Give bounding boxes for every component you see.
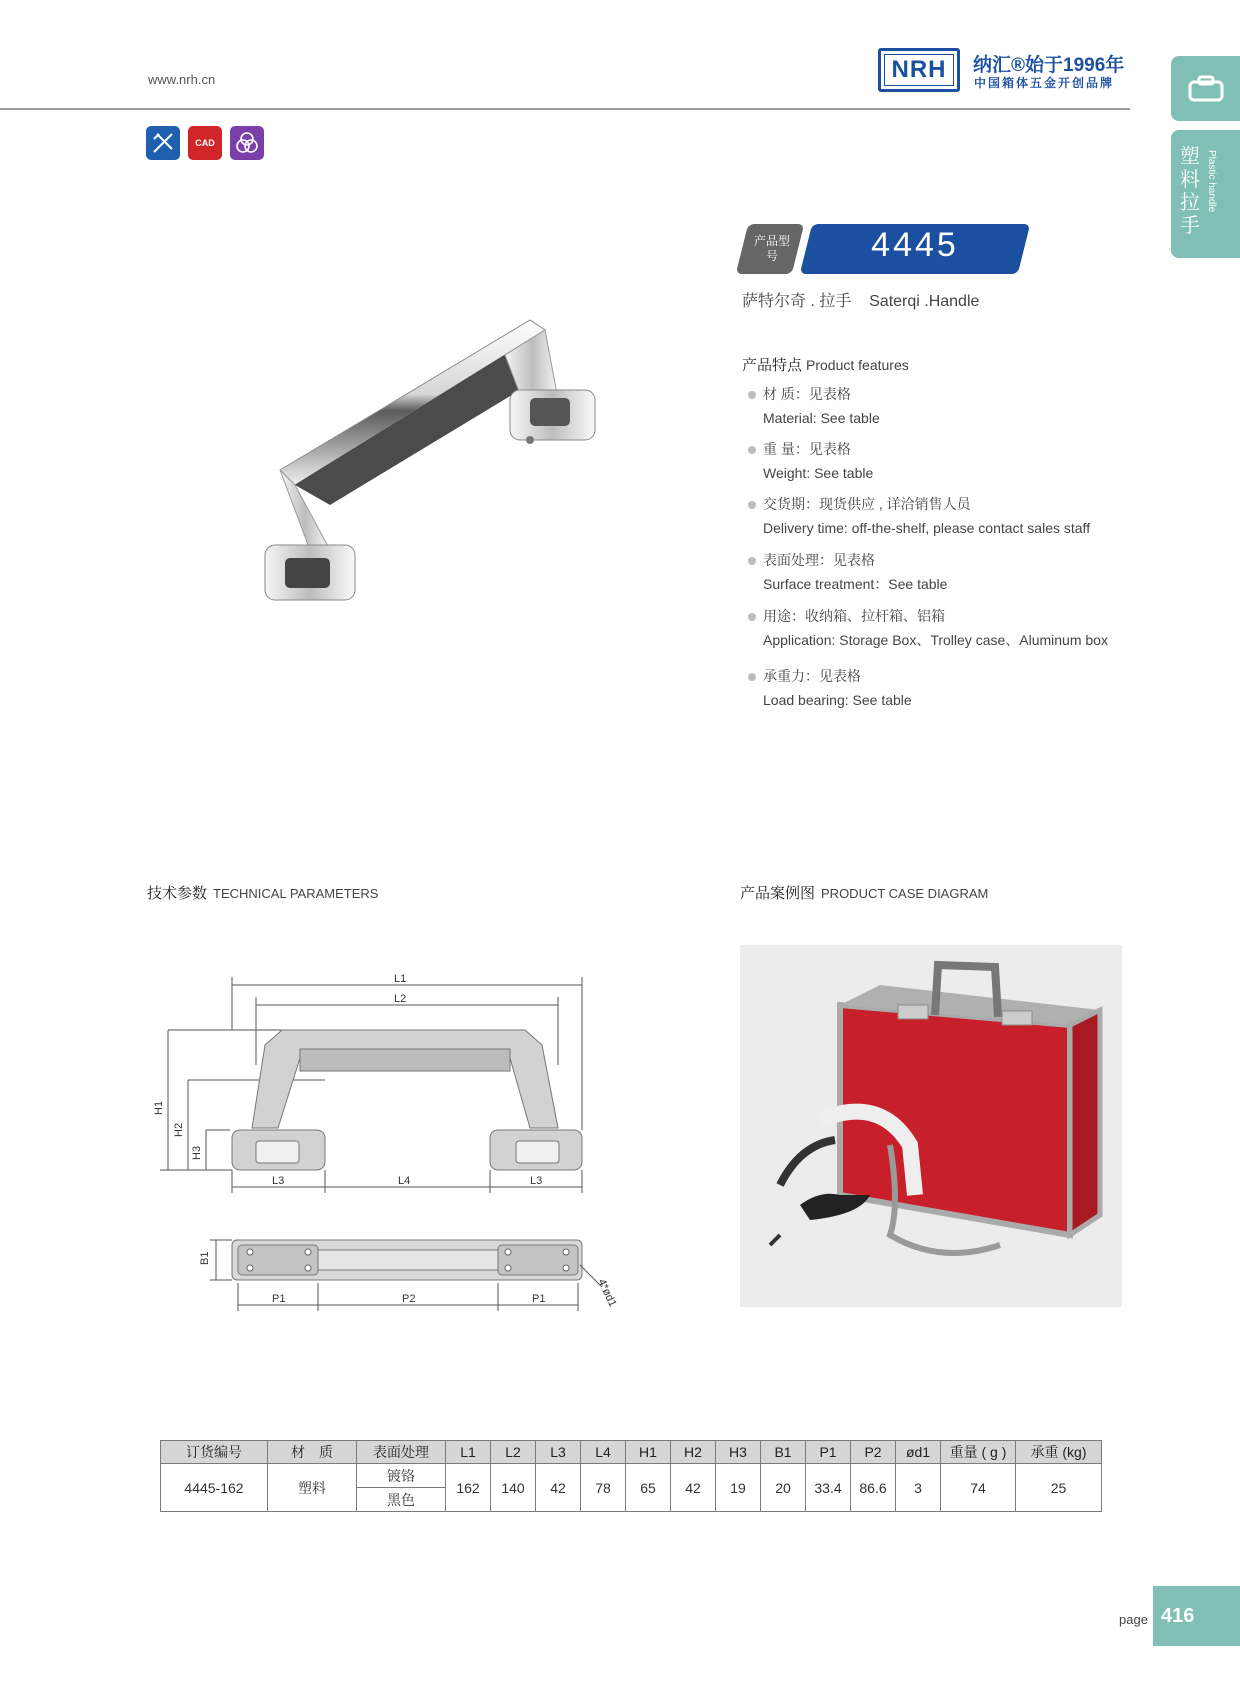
col-header: L3: [536, 1441, 581, 1464]
model-tag-label: 产品型号: [753, 234, 790, 263]
cad-file-icon[interactable]: [188, 126, 222, 160]
col-header: 表面处理: [357, 1441, 446, 1464]
col-header: L1: [446, 1441, 491, 1464]
dim-L1: L1: [394, 973, 407, 985]
col-header: H1: [626, 1441, 671, 1464]
tech-params-title: [147, 882, 378, 903]
bullet-icon: [748, 391, 756, 399]
side-category-label: 塑料拉手: [1180, 146, 1200, 237]
cell-d1: 3: [896, 1464, 941, 1512]
color-circles-icon[interactable]: [230, 126, 264, 160]
dim-L3-right: L3: [530, 1175, 543, 1187]
dim-P2: P2: [402, 1293, 416, 1305]
feature-cn: 重 量：见表格: [763, 441, 851, 457]
feature-item: [748, 548, 947, 596]
features-title: [742, 354, 909, 375]
feature-en: Material: See table: [763, 410, 880, 426]
case-title-en: PRODUCT CASE DIAGRAM: [821, 886, 989, 901]
feature-cn: 用途：收纳箱、拉杆箱、铝箱: [763, 608, 945, 624]
cell-L1: 162: [446, 1464, 491, 1512]
logo-mark-text: NRH: [884, 54, 954, 86]
side-tab-icon-box: [1171, 56, 1240, 121]
col-header: H3: [716, 1441, 761, 1464]
bullet-icon: [748, 446, 756, 454]
tech-title-cn: 技术参数: [147, 885, 208, 902]
feature-en: Delivery time: off-the-shelf, please contact sales staff: [763, 520, 1091, 536]
feature-cn: 承重力：见表格: [763, 668, 861, 684]
case-handle-icon: [1186, 74, 1226, 104]
drawing-tools-icon[interactable]: [146, 126, 180, 160]
case-illustration: [740, 945, 1122, 1307]
col-header: P2: [851, 1441, 896, 1464]
cell-surface: 镀铬: [357, 1464, 446, 1488]
col-header: P1: [806, 1441, 851, 1464]
feature-item: [748, 437, 873, 485]
dim-H3: H3: [191, 1145, 203, 1160]
feature-en: Surface treatment：See table: [763, 576, 948, 592]
col-header: ød1: [896, 1441, 941, 1464]
dim-P1-left: P1: [272, 1293, 286, 1305]
brand-logo: [878, 48, 1134, 94]
table-row: [161, 1464, 1102, 1488]
feature-en: Application: Storage Box、Trolley case、Aluminum box: [763, 632, 1108, 648]
page-label: page: [1119, 1612, 1148, 1627]
dim-H2: H2: [173, 1122, 185, 1137]
cad-label: CAD: [195, 138, 215, 148]
cell-L4: 78: [581, 1464, 626, 1512]
case-diagram-title: [740, 882, 988, 903]
logo-mark: [878, 48, 960, 92]
col-header: 材 质: [268, 1441, 357, 1464]
format-icons: [146, 126, 264, 160]
cell-B1: 20: [761, 1464, 806, 1512]
dim-P1-right: P1: [532, 1293, 546, 1305]
logo-title: 纳汇®始于1996年: [973, 55, 1125, 76]
spec-table: [160, 1440, 1102, 1512]
features-title-en: Product features: [806, 357, 909, 373]
col-header: 承重 (kg): [1016, 1441, 1102, 1464]
site-url[interactable]: www.nrh.cn: [148, 72, 216, 87]
feature-item: [748, 382, 880, 430]
cell-load: 25: [1016, 1464, 1102, 1512]
feature-cn: 表面处理：见表格: [763, 552, 875, 568]
col-header: 重量 ( g ): [941, 1441, 1016, 1464]
dim-H1: H1: [153, 1100, 165, 1115]
dim-hole: 4*ød1: [595, 1277, 619, 1309]
case-photo: [740, 945, 1122, 1307]
cell-weight: 74: [941, 1464, 1016, 1512]
technical-drawing: [140, 965, 620, 1325]
feature-cn: 交货期：现货供应 , 详洽销售人员: [763, 496, 971, 512]
page-number: 416: [1153, 1586, 1240, 1646]
feature-item: [748, 604, 1108, 652]
cell-code: 4445-162: [161, 1464, 268, 1512]
cell-H2: 42: [671, 1464, 716, 1512]
cell-H1: 65: [626, 1464, 671, 1512]
feature-cn: 材 质：见表格: [763, 386, 851, 402]
dim-L3-left: L3: [272, 1175, 285, 1187]
product-image: [200, 300, 640, 670]
case-title-cn: 产品案例图: [740, 885, 816, 902]
cell-P2: 86.6: [851, 1464, 896, 1512]
bullet-icon: [748, 501, 756, 509]
col-header: L2: [491, 1441, 536, 1464]
feature-item: [748, 664, 912, 712]
bullet-icon: [748, 673, 756, 681]
col-header: L4: [581, 1441, 626, 1464]
side-category-label-en: Plastic handle: [1206, 150, 1217, 213]
feature-en: Weight: See table: [763, 465, 874, 481]
model-number: 4445: [871, 226, 959, 264]
col-header: 订货编号: [161, 1441, 268, 1464]
dim-L2: L2: [394, 993, 407, 1005]
col-header: H2: [671, 1441, 716, 1464]
features-title-cn: 产品特点: [742, 357, 803, 374]
cell-P1: 33.4: [806, 1464, 851, 1512]
dim-L4: L4: [398, 1175, 411, 1187]
product-name: 萨特尔奇 . 拉手 Saterqi .Handle: [742, 293, 980, 310]
feature-item: [748, 492, 1090, 540]
bullet-icon: [748, 557, 756, 565]
cell-L2: 140: [491, 1464, 536, 1512]
dim-B1: B1: [199, 1251, 211, 1265]
logo-subtitle: 中国箱体五金开创品牌: [974, 76, 1115, 90]
bullet-icon: [748, 613, 756, 621]
cell-L3: 42: [536, 1464, 581, 1512]
cell-material: 塑料: [268, 1464, 357, 1512]
feature-en: Load bearing: See table: [763, 692, 912, 708]
header-divider: [0, 108, 1130, 110]
tech-title-en: TECHNICAL PARAMETERS: [213, 886, 379, 901]
cell-surface: 黑色: [357, 1488, 446, 1512]
col-header: B1: [761, 1441, 806, 1464]
table-header-row: [161, 1441, 1102, 1464]
cell-H3: 19: [716, 1464, 761, 1512]
